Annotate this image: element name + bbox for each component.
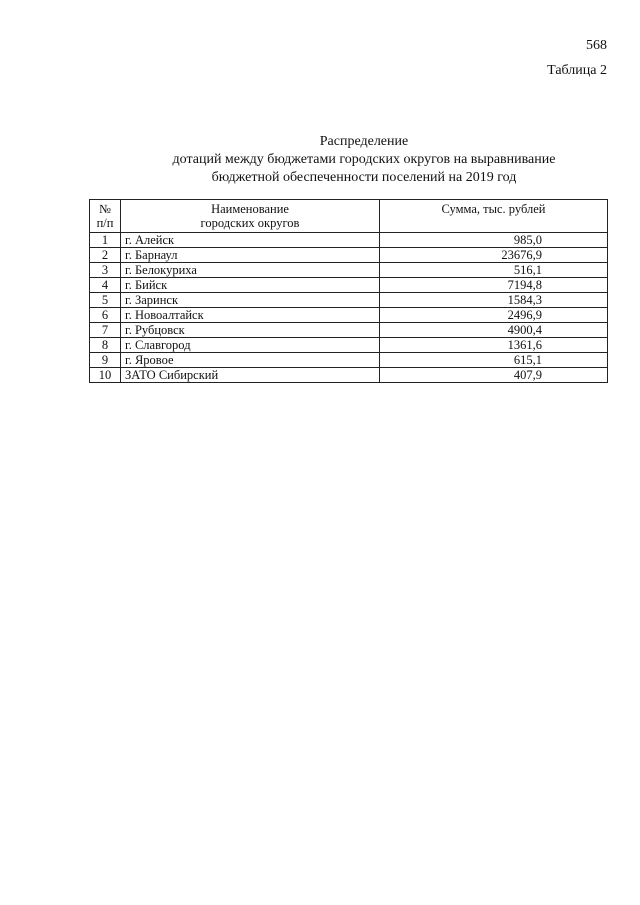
table-row <box>90 293 608 308</box>
header-sum: Сумма, тыс. рублей <box>380 200 608 233</box>
row-district-name: г. Бийск <box>121 278 380 293</box>
row-district-name: г. Яровое <box>121 353 380 368</box>
row-number: 5 <box>90 293 121 308</box>
row-number: 6 <box>90 308 121 323</box>
row-sum: 2496,9 <box>380 308 608 323</box>
table-row <box>90 248 608 263</box>
table-header-row <box>90 200 608 233</box>
row-number: 9 <box>90 353 121 368</box>
row-sum: 615,1 <box>380 353 608 368</box>
row-number: 2 <box>90 248 121 263</box>
row-district-name: г. Славгород <box>121 338 380 353</box>
row-sum: 407,9 <box>380 368 608 383</box>
heading-line-2: дотаций между бюджетами городских округов на выравнивание <box>172 152 556 167</box>
table-label: Таблица 2 <box>547 63 607 78</box>
row-district-name: г. Рубцовск <box>121 323 380 338</box>
row-sum: 4900,4 <box>380 323 608 338</box>
row-sum: 1361,6 <box>380 338 608 353</box>
table-row <box>90 323 608 338</box>
table-row <box>90 278 608 293</box>
row-sum: 516,1 <box>380 263 608 278</box>
heading-line-1: Распределение <box>319 134 409 149</box>
table-row <box>90 233 608 248</box>
row-district-name: ЗАТО Сибирский <box>121 368 380 383</box>
row-number: 7 <box>90 323 121 338</box>
row-district-name: г. Белокуриха <box>121 263 380 278</box>
header-number <box>90 200 121 233</box>
row-number: 8 <box>90 338 121 353</box>
header-name-line1: Наименование <box>211 202 289 216</box>
row-number: 4 <box>90 278 121 293</box>
row-number: 10 <box>90 368 121 383</box>
table-row <box>90 263 608 278</box>
row-district-name: г. Барнаул <box>121 248 380 263</box>
header-name <box>121 200 380 233</box>
row-sum: 7194,8 <box>380 278 608 293</box>
row-sum: 23676,9 <box>380 248 608 263</box>
table-row <box>90 353 608 368</box>
table-row <box>90 368 608 383</box>
table-row <box>90 308 608 323</box>
table-body <box>90 233 608 383</box>
distribution-table <box>89 199 608 383</box>
row-sum: 1584,3 <box>380 293 608 308</box>
page-number: 568 <box>586 38 607 53</box>
row-district-name: г. Новоалтайск <box>121 308 380 323</box>
row-district-name: г. Алейск <box>121 233 380 248</box>
document-heading <box>80 133 640 187</box>
row-district-name: г. Заринск <box>121 293 380 308</box>
header-name-line2: городских округов <box>200 216 300 230</box>
row-number: 3 <box>90 263 121 278</box>
heading-line-3: бюджетной обеспеченности поселений на 2019 год <box>211 170 517 185</box>
header-number-abbr: п/п <box>96 216 114 230</box>
row-number: 1 <box>90 233 121 248</box>
table-row <box>90 338 608 353</box>
row-sum: 985,0 <box>380 233 608 248</box>
header-number-symbol: № <box>99 202 111 216</box>
